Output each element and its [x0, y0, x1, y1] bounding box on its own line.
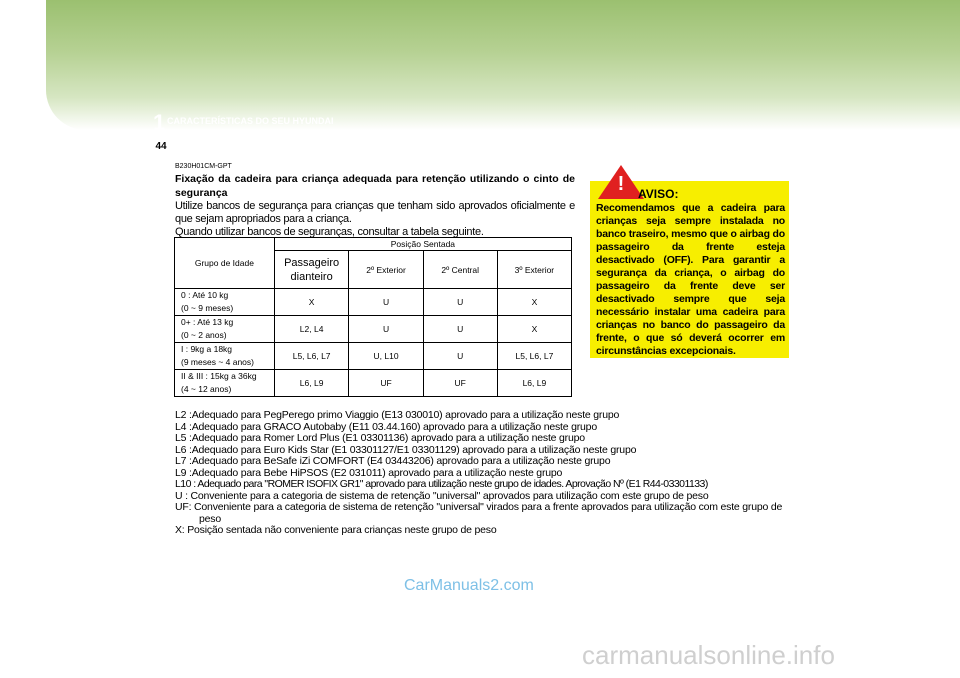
- col-header: 2º Exterior: [349, 251, 423, 289]
- note-item: L10 : Adequado para "ROMER ISOFIX GR1" aprovado para utilização neste grupo de idades. Aprovação Nº (E1 R44-03301133): [175, 478, 708, 490]
- table-cell: U: [349, 316, 423, 343]
- note-item: U : Conveniente para a categoria de sistema de retenção "universal" aprovados para utilização com este grupo de peso: [175, 489, 709, 502]
- chapter-number: 1: [153, 110, 166, 135]
- note-item: L4 :Adequado para GRACO Autobaby (E11 03.44.160) aprovado para a utilização neste grupo: [175, 420, 597, 433]
- table-cell: U: [423, 289, 497, 316]
- group-cell: [175, 343, 275, 370]
- intro-paragraph: Utilize bancos de segurança para crianças que tenham sido aprovados oficialmente e que sejam apropriados para a criança.: [175, 200, 575, 225]
- watermark-top: CarManuals2.com: [404, 577, 534, 594]
- col-header: 3º Exterior: [497, 251, 571, 289]
- table-cell: L5, L6, L7: [497, 343, 571, 370]
- warning-title: AVISO:: [638, 187, 679, 201]
- table-cell: L2, L4: [274, 316, 349, 343]
- group-cell: [175, 370, 275, 397]
- child-seat-table: [174, 237, 572, 397]
- table-row: [175, 316, 572, 343]
- group-cell: [175, 316, 275, 343]
- group-line: 0+ : Até 13 kg: [181, 317, 234, 327]
- group-line: (0 ~ 2 anos): [181, 330, 227, 340]
- col-header: 2º Central: [423, 251, 497, 289]
- group-line: I : 9kg a 18kg: [181, 344, 233, 354]
- table-row: [175, 343, 572, 370]
- note-item: L7 :Adequado para BeSafe iZi COMFORT (E4 03443206) aprovado para a utilização neste grupo: [175, 455, 611, 467]
- table-cell: L6, L9: [274, 370, 349, 397]
- group-cell: [175, 289, 275, 316]
- warning-text: Recomendamos que a cadeira para crianças seja sempre instalada no banco traseiro, mesmo que o airbag do passageiro da frente esteja desactivado (OFF). Para garantir a segurança da criança, o airbag do passageiro da frente deve ser desactivado sempre que seja necessário instalar uma cadeira para crianças no banco do passageiro da frente, o que só deverá ocorrer em circunstâncias excepcionais.: [596, 202, 785, 357]
- table-cell: X: [497, 316, 571, 343]
- table-cell: UF: [423, 370, 497, 397]
- warning-symbol: !: [617, 173, 625, 195]
- note-item: L5 :Adequado para Romer Lord Plus (E1 03301136) aprovado para a utilização neste grupo: [175, 432, 585, 444]
- table-row: [175, 289, 572, 316]
- group-header: Grupo de Idade: [175, 238, 275, 289]
- header-band: [46, 0, 960, 130]
- group-line: (4 ~ 12 anos): [181, 384, 232, 394]
- table-cell: L5, L6, L7: [274, 343, 349, 370]
- notes-list: [175, 410, 785, 537]
- section-intro: [175, 200, 575, 239]
- note-item: UF: Conveniente para a categoria de sistema de retenção "universal" virados para a frente aprovados para utilização com este grupo de peso: [175, 501, 783, 525]
- section-code: B230H01CM-GPT: [175, 163, 232, 170]
- seat-position-header: Posição Sentada: [274, 238, 571, 251]
- note-item: L6 :Adequado para Euro Kids Star (E1 03301127/E1 03301129) aprovado para a utilização neste grupo: [175, 443, 637, 456]
- note-item: L2 :Adequado para PegPerego primo Viaggio (E13 030010) aprovado para a utilização neste grupo: [175, 409, 620, 421]
- page-number: 44: [146, 138, 176, 155]
- table-cell: L6, L9: [497, 370, 571, 397]
- table-cell: U: [423, 343, 497, 370]
- watermark-bottom: carmanualsonline.info: [582, 640, 835, 670]
- group-line: (9 meses ~ 4 anos): [181, 357, 254, 367]
- table-cell: X: [274, 289, 349, 316]
- chapter-title: CARACTERÍSTICAS DO SEU HYUNDAI: [167, 116, 334, 126]
- group-line: 0 : Até 10 kg: [181, 290, 229, 300]
- table-cell: U: [423, 316, 497, 343]
- table-row: [175, 370, 572, 397]
- group-line: (0 ~ 9 meses): [181, 303, 234, 313]
- table-cell: UF: [349, 370, 423, 397]
- table-cell: U: [349, 289, 423, 316]
- note-item: L9 :Adequado para Bebe HiPSOS (E2 031011) aprovado para a utilização neste grupo: [175, 466, 563, 479]
- group-line: II & III : 15kg a 36kg: [181, 371, 257, 381]
- intro-paragraph-2: Quando utilizar bancos de seguranças, consultar a tabela seguinte.: [175, 226, 484, 238]
- table-cell: U, L10: [349, 343, 423, 370]
- table-cell: X: [497, 289, 571, 316]
- section-title: Fixação da cadeira para criança adequada para retenção utilizando o cinto de segurança: [175, 173, 575, 199]
- note-item: X: Posição sentada não conveniente para crianças neste grupo de peso: [175, 524, 497, 536]
- col-header: Passageiro dianteiro: [274, 251, 349, 289]
